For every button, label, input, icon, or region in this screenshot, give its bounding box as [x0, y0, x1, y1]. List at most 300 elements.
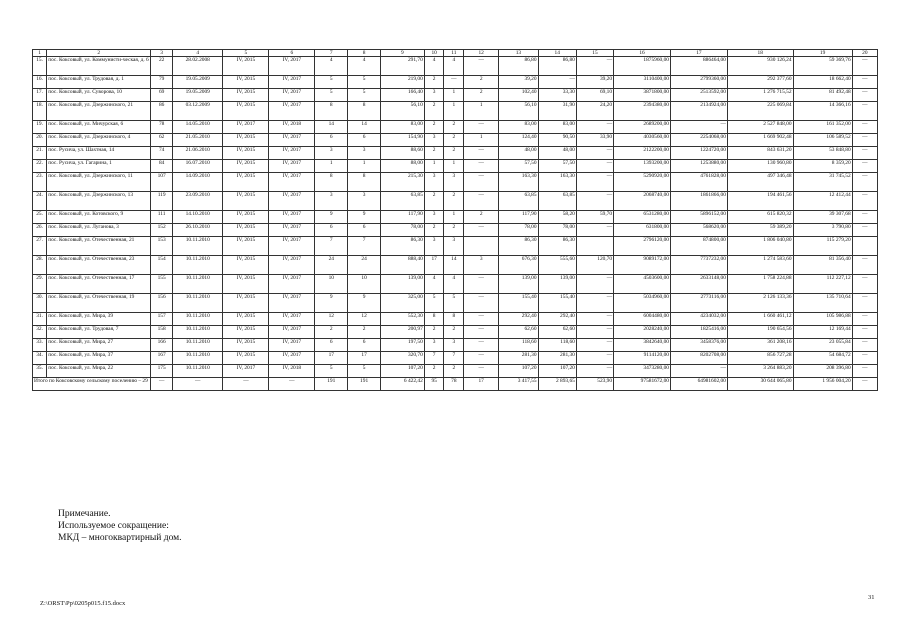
header-cell: 2 — [47, 50, 151, 57]
table-cell: пос. Коксовый, ул. Коммунисти-ческая, д. 6 — [47, 57, 151, 76]
table-cell: 62 — [151, 134, 173, 147]
table-cell: 81 356,40 — [793, 256, 852, 275]
table-cell: 23 055,84 — [793, 339, 852, 352]
table-cell: 7 — [348, 237, 381, 256]
table-cell: 6531280,00 — [614, 211, 671, 224]
table-cell: 163,30 — [538, 173, 576, 192]
table-cell: 8 — [444, 313, 464, 326]
header-cell: 14 — [538, 50, 576, 57]
table-cell: 555,60 — [538, 256, 576, 275]
table-cell: 33,30 — [538, 89, 576, 102]
table-cell: IV, 2015 — [223, 173, 269, 192]
table-cell: 2 — [424, 147, 444, 160]
table-cell: IV, 2017 — [269, 173, 315, 192]
table-cell: IV, 2015 — [223, 326, 269, 339]
table-cell: — — [852, 275, 877, 294]
table-cell: 59 389,20 — [727, 224, 793, 237]
table-cell: 6 — [315, 224, 348, 237]
table-cell: — — [852, 294, 877, 313]
table-cell: 4 — [424, 57, 444, 76]
table-cell: 35. — [33, 365, 47, 378]
table-cell: IV, 2015 — [223, 147, 269, 160]
table-cell: — — [852, 211, 877, 224]
table-cell: 17 — [348, 352, 381, 365]
table-cell: 79 — [151, 76, 173, 89]
table-cell: IV, 2017 — [269, 102, 315, 121]
table-cell: пос. Коксовый, ул. Отечественная, 17 — [47, 275, 151, 294]
table-cell: 54 684,72 — [793, 352, 852, 365]
table-cell: 30. — [33, 294, 47, 313]
table-cell: — — [464, 294, 499, 313]
table-row — [33, 237, 878, 256]
table-cell: 1 — [424, 160, 444, 173]
table-cell: IV, 2015 — [223, 352, 269, 365]
table-cell: 2122200,00 — [614, 147, 671, 160]
table-cell: 69,10 — [576, 89, 613, 102]
table-cell: 9 — [315, 294, 348, 313]
table-cell: пос. Коксовый, ул. Отечественная, 21 — [47, 237, 151, 256]
table-cell: 12 — [348, 313, 381, 326]
table-cell: 115 279,20 — [793, 237, 852, 256]
table-cell: 2773116,00 — [670, 294, 727, 313]
table-cell: 2 — [424, 76, 444, 89]
table-cell: 124,40 — [499, 134, 538, 147]
table-cell: 615 820,32 — [727, 211, 793, 224]
table-cell: пос. Коксовый, ул. Дзержинского, 13 — [47, 192, 151, 211]
table-row — [33, 173, 878, 192]
table-cell: 10.11.2010 — [173, 256, 223, 275]
header-row — [33, 50, 878, 57]
table-cell: 3 — [424, 89, 444, 102]
table-cell: 118,60 — [499, 339, 538, 352]
table-cell: 155,40 — [538, 294, 576, 313]
table-cell: — — [464, 147, 499, 160]
table-cell: 175 — [151, 365, 173, 378]
table-cell: 152 — [151, 224, 173, 237]
table-cell: 14 — [444, 256, 464, 275]
table-cell: 157 — [151, 313, 173, 326]
header-cell: 13 — [499, 50, 538, 57]
table-cell: пос. Коксовый, ул. Мира, 37 — [47, 352, 151, 365]
table-cell: IV, 2015 — [223, 313, 269, 326]
table-cell: — — [670, 365, 727, 378]
table-row — [33, 147, 878, 160]
table-cell: 63,85 — [381, 192, 425, 211]
table-cell: пос. Коксовый, ул. Отечественная, 23 — [47, 256, 151, 275]
table-cell: — — [852, 224, 877, 237]
table-cell: 107,20 — [381, 365, 425, 378]
table-cell: 7 — [424, 352, 444, 365]
header-cell: 16 — [614, 50, 671, 57]
table-cell: 130 960,80 — [727, 160, 793, 173]
table-cell: 90,50 — [538, 134, 576, 147]
table-cell: IV, 2017 — [269, 224, 315, 237]
table-cell: 62,60 — [538, 326, 576, 339]
table-cell: 107,20 — [538, 365, 576, 378]
table-cell: 2 — [424, 224, 444, 237]
table-cell: 20. — [33, 134, 47, 147]
header-cell: 7 — [315, 50, 348, 57]
table-cell: 3 — [424, 237, 444, 256]
table-cell: 497 346,48 — [727, 173, 793, 192]
table-cell: пос. Коксовый, ул. Мира, 39 — [47, 313, 151, 326]
table-cell: 7 — [315, 237, 348, 256]
table-cell: 2254068,00 — [670, 134, 727, 147]
table-cell: 22. — [33, 160, 47, 173]
table-cell: 2 — [424, 192, 444, 211]
table-cell: — — [852, 147, 877, 160]
table-cell: 2513592,00 — [670, 89, 727, 102]
table-cell: IV, 2015 — [223, 256, 269, 275]
table-cell: 10.11.2010 — [173, 313, 223, 326]
header-cell: 19 — [793, 50, 852, 57]
table-cell: 48,00 — [538, 147, 576, 160]
table-cell: 26. — [33, 224, 47, 237]
table-cell: 1393200,00 — [614, 160, 671, 173]
table-cell: 197,50 — [381, 339, 425, 352]
table-cell: 153 — [151, 237, 173, 256]
table-cell: 8202708,00 — [670, 352, 727, 365]
table-cell: 21.05.2010 — [173, 134, 223, 147]
table-cell: 3110400,00 — [614, 76, 671, 89]
total-cell: — — [173, 378, 223, 391]
table-cell: 2 527 848,00 — [727, 121, 793, 134]
table-cell: IV, 2017 — [269, 256, 315, 275]
table-cell: 3 — [348, 192, 381, 211]
header-cell: 4 — [173, 50, 223, 57]
table-cell: 12 169,44 — [793, 326, 852, 339]
table-cell: 24. — [33, 192, 47, 211]
header-cell: 17 — [670, 50, 727, 57]
table-cell: IV, 2017 — [269, 192, 315, 211]
table-cell: пос. Коксовый, ул. Трудовая, д. 1 — [47, 76, 151, 89]
table-row — [33, 211, 878, 224]
table-cell: 21.06.2010 — [173, 147, 223, 160]
table-cell: 139,00 — [499, 275, 538, 294]
table-cell: 3 — [424, 173, 444, 192]
table-cell: 552,30 — [381, 313, 425, 326]
table-cell: 21. — [33, 147, 47, 160]
table-cell: 10.11.2010 — [173, 294, 223, 313]
table-cell: 1 — [315, 160, 348, 173]
table-cell: — — [464, 57, 499, 76]
table-cell: пос. Коксовый, ул. Дзержинского, 21 — [47, 102, 151, 121]
table-cell: — — [464, 192, 499, 211]
total-label: Итого по Коксовскому сельскому поселению – 29 — [33, 378, 151, 391]
table-cell: 1 — [464, 102, 499, 121]
table-cell: 8 — [315, 102, 348, 121]
table-cell: 2 — [464, 211, 499, 224]
table-cell: 1224720,00 — [670, 147, 727, 160]
table-cell: 2028240,00 — [614, 326, 671, 339]
table-cell: 930 126,24 — [727, 57, 793, 76]
table-cell: IV, 2017 — [269, 237, 315, 256]
table-cell: IV, 2015 — [223, 192, 269, 211]
table-cell: 8 — [315, 173, 348, 192]
table-cell: 14.05.2010 — [173, 121, 223, 134]
note-abbreviation: МКД – многоквартирный дом. — [58, 533, 182, 543]
table-cell: 5 — [424, 294, 444, 313]
table-cell: 1 — [444, 211, 464, 224]
table-cell: 28.02.2008 — [173, 57, 223, 76]
table-cell: 4 — [348, 57, 381, 76]
table-cell: IV, 2015 — [223, 294, 269, 313]
table-cell: 3842640,00 — [614, 339, 671, 352]
total-cell: 191 — [348, 378, 381, 391]
table-cell: 24,20 — [576, 102, 613, 121]
table-cell: 1 758 224,88 — [727, 275, 793, 294]
table-row — [33, 365, 878, 378]
table-cell: 10.11.2010 — [173, 365, 223, 378]
table-cell: 1 276 715,52 — [727, 89, 793, 102]
table-cell: 1875960,00 — [614, 57, 671, 76]
table-cell: — — [464, 352, 499, 365]
table-row — [33, 57, 878, 76]
table-cell: 63,85 — [538, 192, 576, 211]
table-cell: 6004480,00 — [614, 313, 671, 326]
table-cell: 158 — [151, 326, 173, 339]
table-cell: IV, 2015 — [223, 275, 269, 294]
table-cell: IV, 2015 — [223, 134, 269, 147]
table-cell: — — [852, 57, 877, 76]
table-cell: 78 — [151, 121, 173, 134]
table-cell: IV, 2015 — [223, 160, 269, 173]
table-cell: 17 — [424, 256, 444, 275]
table-cell: 4503600,00 — [614, 275, 671, 294]
table-row — [33, 121, 878, 134]
table-cell: IV, 2017 — [269, 89, 315, 102]
table-cell: 6 — [315, 339, 348, 352]
table-cell: 874800,00 — [670, 237, 727, 256]
table-cell: IV, 2017 — [269, 160, 315, 173]
table-cell: 39,20 — [576, 76, 613, 89]
table-cell: — — [576, 294, 613, 313]
table-cell: — — [464, 173, 499, 192]
table-cell: 59 369,76 — [793, 57, 852, 76]
table-cell: — — [670, 121, 727, 134]
table-cell: 29. — [33, 275, 47, 294]
table-cell: 14.10.2010 — [173, 211, 223, 224]
table-cell: IV, 2017 — [269, 147, 315, 160]
total-cell: 78 — [444, 378, 464, 391]
table-cell: 14 — [315, 121, 348, 134]
table-cell: IV, 2017 — [269, 57, 315, 76]
table-cell: — — [852, 173, 877, 192]
total-cell: 2 893,65 — [538, 378, 576, 391]
table-cell: 2633148,00 — [670, 275, 727, 294]
table-cell: 8 — [424, 313, 444, 326]
table-cell: 219,00 — [381, 76, 425, 89]
table-cell: 3 264 883,20 — [727, 365, 793, 378]
table-cell: 1 274 583,60 — [727, 256, 793, 275]
table-cell: — — [576, 365, 613, 378]
table-cell: — — [852, 160, 877, 173]
table-cell: 14 366,16 — [793, 102, 852, 121]
table-cell: 86,30 — [538, 237, 576, 256]
table-cell: 9 — [348, 211, 381, 224]
table-cell: — — [464, 121, 499, 134]
table-cell: 2799360,00 — [670, 76, 727, 89]
table-cell: 107,20 — [499, 365, 538, 378]
total-cell: 6 422,42 — [381, 378, 425, 391]
table-row — [33, 294, 878, 313]
table-row — [33, 224, 878, 237]
table-cell: 5290920,00 — [614, 173, 671, 192]
table-cell: 26.10.2010 — [173, 224, 223, 237]
total-cell: — — [223, 378, 269, 391]
table-cell: 5034960,00 — [614, 294, 671, 313]
table-cell: 59,70 — [576, 211, 613, 224]
header-cell: 18 — [727, 50, 793, 57]
table-cell: 10 — [315, 275, 348, 294]
table-cell: 78,00 — [381, 224, 425, 237]
header-cell: 20 — [852, 50, 877, 57]
table-cell: — — [576, 173, 613, 192]
table-cell: 888,40 — [381, 256, 425, 275]
table-cell: 6 — [348, 339, 381, 352]
table-cell: 10.11.2010 — [173, 275, 223, 294]
total-cell: 191 — [315, 378, 348, 391]
table-cell: IV, 2015 — [223, 76, 269, 89]
table-cell: — — [852, 326, 877, 339]
table-cell: IV, 2018 — [269, 121, 315, 134]
notes-block — [58, 508, 182, 544]
total-cell: — — [269, 378, 315, 391]
table-cell: 23. — [33, 173, 47, 192]
footer-file-path: Z:\ORST\Pp\0205p015.f15.docx — [40, 600, 126, 607]
table-cell: — — [576, 57, 613, 76]
table-cell: IV, 2015 — [223, 102, 269, 121]
table-cell: 117,90 — [499, 211, 538, 224]
register-table — [32, 49, 878, 391]
table-cell: 105 986,88 — [793, 313, 852, 326]
table-cell: — — [464, 326, 499, 339]
table-cell: 78,00 — [499, 224, 538, 237]
table-cell: 135 710,64 — [793, 294, 852, 313]
table-cell: 33. — [33, 339, 47, 352]
total-cell: — — [151, 378, 173, 391]
header-cell: 11 — [444, 50, 464, 57]
table-cell: 139,00 — [538, 275, 576, 294]
table-cell: 86,30 — [499, 237, 538, 256]
table-cell: пос. Коксовый, ул. Трудовая, 7 — [47, 326, 151, 339]
table-cell: 1 — [444, 89, 464, 102]
table-cell: 2 — [348, 326, 381, 339]
total-cell: 17 — [464, 378, 499, 391]
table-row — [33, 326, 878, 339]
table-cell: 119 — [151, 192, 173, 211]
table-cell: 568620,00 — [670, 224, 727, 237]
total-cell: 523,90 — [576, 378, 613, 391]
table-cell: 5 — [348, 89, 381, 102]
table-cell: — — [576, 313, 613, 326]
table-cell: 10.11.2010 — [173, 237, 223, 256]
table-cell: 3 — [348, 147, 381, 160]
total-cell: 97581672,00 — [614, 378, 671, 391]
table-cell: — — [538, 76, 576, 89]
table-cell: 3871800,00 — [614, 89, 671, 102]
table-cell: 194 461,56 — [727, 192, 793, 211]
table-cell: 1861866,00 — [670, 192, 727, 211]
table-cell: 25. — [33, 211, 47, 224]
table-cell: 14 — [348, 121, 381, 134]
table-cell: 9 — [348, 294, 381, 313]
table-cell: — — [576, 121, 613, 134]
table-row — [33, 160, 878, 173]
table-body — [33, 50, 878, 391]
table-cell: 19. — [33, 121, 47, 134]
header-cell: 12 — [464, 50, 499, 57]
table-cell: 17 — [315, 352, 348, 365]
table-cell: 19.05.2009 — [173, 76, 223, 89]
table-cell: 32. — [33, 326, 47, 339]
table-cell: 156 — [151, 294, 173, 313]
table-cell: — — [464, 365, 499, 378]
table-cell: IV, 2017 — [269, 313, 315, 326]
table-cell: 6 — [348, 134, 381, 147]
table-cell: 631800,00 — [614, 224, 671, 237]
table-cell: 1 — [444, 102, 464, 121]
table-cell: 166,40 — [381, 89, 425, 102]
table-cell: IV, 2017 — [269, 352, 315, 365]
table-cell: — — [852, 352, 877, 365]
table-cell: 7 — [444, 352, 464, 365]
table-cell: 107 — [151, 173, 173, 192]
table-cell: 8 — [348, 102, 381, 121]
table-cell: — — [444, 76, 464, 89]
table-cell: пос. Коксовый, ул. Котовского, 9 — [47, 211, 151, 224]
table-cell: 53 848,80 — [793, 147, 852, 160]
table-cell: 3 — [315, 192, 348, 211]
table-cell: IV, 2015 — [223, 89, 269, 102]
table-cell: 1 806 040,80 — [727, 237, 793, 256]
table-cell: 9 — [315, 211, 348, 224]
table-cell: 3 — [315, 147, 348, 160]
table-cell: IV, 2018 — [269, 365, 315, 378]
table-cell: 281,30 — [499, 352, 538, 365]
table-cell: 3458376,00 — [670, 339, 727, 352]
table-cell: 86 — [151, 102, 173, 121]
table-cell: 5 — [444, 294, 464, 313]
table-cell: 843 631,20 — [727, 147, 793, 160]
table-cell: 6 — [315, 134, 348, 147]
table-cell: 69 — [151, 89, 173, 102]
table-cell: 2068740,00 — [614, 192, 671, 211]
table-cell: 84 — [151, 160, 173, 173]
table-cell: 2796120,00 — [614, 237, 671, 256]
table-cell: 3 — [424, 134, 444, 147]
table-cell: IV, 2015 — [223, 57, 269, 76]
table-cell: 5 — [315, 89, 348, 102]
table-cell: 166 — [151, 339, 173, 352]
table-cell: пос. Коксовый, ул. Дзержинского, 4 — [47, 134, 151, 147]
table-cell: 200,97 — [381, 326, 425, 339]
table-cell: 155 — [151, 275, 173, 294]
table-cell: 292,40 — [538, 313, 576, 326]
table-cell: 86,30 — [381, 237, 425, 256]
table-cell: 3 — [424, 211, 444, 224]
table-cell: 24 — [348, 256, 381, 275]
header-cell: 15 — [576, 50, 613, 57]
table-cell: пос. Коксовый, ул. Мичурская, 6 — [47, 121, 151, 134]
header-cell: 6 — [269, 50, 315, 57]
table-cell: 2 — [424, 365, 444, 378]
table-cell: 886464,00 — [670, 57, 727, 76]
table-cell: 3 — [444, 237, 464, 256]
table-cell: 16.07.2010 — [173, 160, 223, 173]
table-cell: 1825416,00 — [670, 326, 727, 339]
table-cell: 27. — [33, 237, 47, 256]
